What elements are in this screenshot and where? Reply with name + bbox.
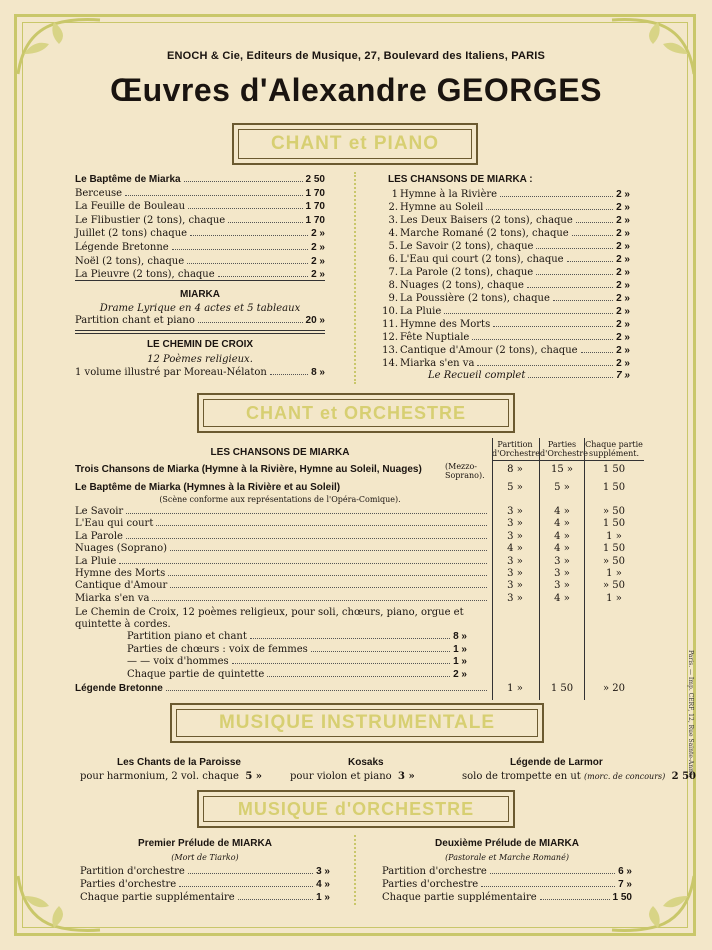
kosaks-line: pour violon et piano 3 » [290,771,415,782]
orch-value: 4 » [507,543,523,555]
prelude2-title: Deuxième Prélude de MIARKA [435,838,579,849]
orch-value: 4 » [554,530,570,542]
chanson-row: Hymne à la Rivière 2 » [400,189,630,200]
larmor-line: solo de trompette en ut (morc. de concours) 2 50 [462,771,696,782]
section-banner-orchestre: MUSIQUE d'ORCHESTRE [197,790,515,828]
chanson-row: Nuages (2 tons), chaque 2 » [400,280,630,291]
orch-value: 3 » [507,518,523,530]
orch-table-heading: LES CHANSONS DE MIARKA [210,447,350,458]
chemin-orch-line1: Le Chemin de Croix, 12 poèmes religieux, pour soli, chœurs, piano, orgue et [75,607,464,618]
orch-value: 1 50 [602,543,626,555]
piano-song-row: Noël (2 tons), chaque 2 » [75,255,325,267]
divider [75,333,325,334]
orch-value: 1 50 [602,518,626,530]
section-banner-chant-piano: CHANT et PIANO [232,123,478,165]
chanson-row: Hymne au Soleil 2 » [400,202,630,213]
divider [75,280,325,281]
chanson-number: 2. [388,202,398,213]
paroisse-title: Les Chants de la Paroisse [117,757,241,768]
orch-value: 1 » [606,530,622,542]
chemin-subtitle: 12 Poèmes religieux. [147,354,253,365]
orch-value: 3 » [507,568,523,579]
orch-value: 3 » [507,506,523,517]
publisher-line: ENOCH & Cie, Editeurs de Musique, 27, Boulevard des Italiens, PARIS [166,50,546,62]
orch-row: Hymne des Morts [75,568,490,579]
chanson-number: 4. [388,228,398,239]
orch-row: Miarka s'en va [75,593,490,604]
orch-value: 3 » [507,580,523,592]
orch-value: 3 » [507,592,523,604]
chanson-number: 13. [382,345,398,356]
section-banner-instrumentale: MUSIQUE INSTRUMENTALE [170,703,544,743]
chanson-number: 6. [388,254,398,265]
chanson-number: 5. [388,241,398,252]
bapteme-v3: 1 50 [602,482,626,493]
section-banner-chant-orchestre: CHANT et ORCHESTRE [197,393,515,433]
prelude1-row: Chaque partie supplémentaire 1 » [80,892,330,903]
orch-value: 4 » [554,518,570,530]
chemin-heading: LE CHEMIN DE CROIX [146,339,254,350]
chemin-sub-row: Chaque partie de quintette 2 » [127,668,467,680]
kosaks-title: Kosaks [348,757,384,768]
orch-value: 1 » [606,592,622,604]
piano-song-row: La Feuille de Bouleau 1 70 [75,201,325,213]
chanson-row: Cantique d'Amour (2 tons), chaque 2 » [400,345,630,356]
chanson-row: Les Deux Baisers (2 tons), chaque 2 » [400,215,630,226]
larmor-title: Légende de Larmor [510,757,603,768]
chanson-number: 3. [388,215,398,226]
chanson-row: Miarka s'en va 2 » [400,358,630,369]
orch-row: Le Savoir [75,506,490,517]
chanson-number: 9. [388,293,398,304]
orch-row: La Parole [75,531,490,542]
col-header-parties: Parties d'Orchestre [540,440,588,458]
chemin-sub-row: Parties de chœurs : voix de femmes 1 » [127,643,467,655]
piano-song-row: Légende Bretonne 2 » [75,242,325,253]
prelude1-sub: (Mort de Tiarko) [171,853,239,862]
vertical-ornament [354,172,356,384]
orch-value: 4 » [554,592,570,604]
chanson-number: 8. [388,280,398,291]
piano-song-row: Berceuse 1 70 [75,187,325,199]
chansons-heading: LES CHANSONS DE MIARKA : [388,174,533,185]
orch-value: 3 » [554,580,570,592]
legende-v3: » 20 [602,683,626,694]
orch-value: 4 » [554,543,570,555]
prelude1-row: Partition d'orchestre 3 » [80,866,330,877]
page-title: Œuvres d'Alexandre GEORGES [110,72,602,108]
prelude1-title: Premier Prélude de MIARKA [138,838,272,849]
trois-v3: 1 50 [602,464,626,475]
chanson-number: 1 [391,189,398,200]
chemin-volume-row: 1 volume illustré par Moreau-Nélaton 8 » [75,367,325,378]
chemin-sub-row: — — voix d'hommes 1 » [127,656,467,668]
prelude2-sub: (Pastorale et Marche Romané) [445,853,569,862]
chanson-number: 12. [382,332,398,343]
legende-orch-row: Légende Bretonne [75,683,490,694]
divider [492,460,644,461]
prelude2-row: Chaque partie supplémentaire 1 50 [382,892,632,903]
prelude2-row: Partition d'orchestre 6 » [382,866,632,877]
chanson-row: La Poussière (2 tons), chaque 2 » [400,293,630,304]
col-header-partition: Partition d'Orchestre [492,440,540,458]
trois-chansons-label: Trois Chansons de Miarka (Hymne à la Rivière, Hymne au Soleil, Nuages) [75,464,422,475]
chanson-row: Fête Nuptiale 2 » [400,332,630,343]
recueil-row: Le Recueil complet 7 » [428,370,630,381]
orch-value: 3 » [554,568,570,579]
piano-song-row: Le Flibustier (2 tons), chaque 1 70 [75,214,325,226]
orch-value: 3 » [554,555,570,567]
orch-value: » 50 [602,506,626,517]
orch-value: 1 » [606,568,622,579]
paroisse-line: pour harmonium, 2 vol. chaque 5 » [80,771,263,782]
orch-row: Cantique d'Amour [75,580,490,591]
orch-value: 3 » [507,530,523,542]
printer-imprint: Paris. — Imp. CERF, 12, Rue Sainte-Anne. [687,650,694,778]
bapteme-v2: 5 » [554,482,570,493]
orch-row: Nuages (Soprano) [75,543,490,554]
prelude1-row: Parties d'orchestre 4 » [80,879,330,890]
miarka-subtitle: Drame Lyrique en 4 actes et 5 tableaux [99,303,301,314]
chanson-number: 7. [388,267,398,278]
trois-v1: 8 » [507,464,523,475]
piano-song-row: La Pieuvre (2 tons), chaque 2 » [75,269,325,281]
orch-value: 3 » [507,555,523,567]
trois-v2: 15 » [550,464,574,475]
vertical-ornament [354,835,356,905]
chanson-number: 11. [382,319,398,330]
orch-row: L'Eau qui court [75,518,490,529]
piano-song-row: Juillet (2 tons) chaque 2 » [75,228,325,240]
col-header-supplement: Chaque partie supplément. [585,440,643,458]
chanson-row: Le Savoir (2 tons), chaque 2 » [400,241,630,252]
divider [75,330,325,331]
piano-song-row: Le Baptême de Miarka 2 50 [75,174,325,185]
orch-value: 4 » [554,506,570,517]
orch-row: La Pluie [75,556,490,567]
miarka-partition-row: Partition chant et piano 20 » [75,315,325,326]
bapteme-label: Le Baptême de Miarka (Hymnes à la Rivière et au Soleil) [75,482,341,493]
bapteme-note: (Scène conforme aux représentations de l'Opéra-Comique). [159,495,401,504]
chanson-number: 10. [382,306,398,317]
chanson-number: 14. [382,358,398,369]
legende-v1: 1 » [507,683,523,694]
miarka-heading: MIARKA [180,289,220,300]
trois-voice: (Mezzo-Soprano). [445,462,485,480]
chanson-row: Hymne des Morts 2 » [400,319,630,330]
legende-v2: 1 50 [550,683,574,694]
chanson-row: La Parole (2 tons), chaque 2 » [400,267,630,278]
orch-value: » 50 [602,555,626,567]
chanson-row: L'Eau qui court (2 tons), chaque 2 » [400,254,630,265]
chanson-row: La Pluie 2 » [400,306,630,317]
chanson-row: Marche Romané (2 tons), chaque 2 » [400,228,630,239]
chemin-sub-row: Partition piano et chant 8 » [127,631,467,642]
chemin-orch-line2: quintette à cordes. [75,619,171,630]
prelude2-row: Parties d'orchestre 7 » [382,879,632,890]
orch-value: » 50 [602,580,626,592]
bapteme-v1: 5 » [507,482,523,493]
